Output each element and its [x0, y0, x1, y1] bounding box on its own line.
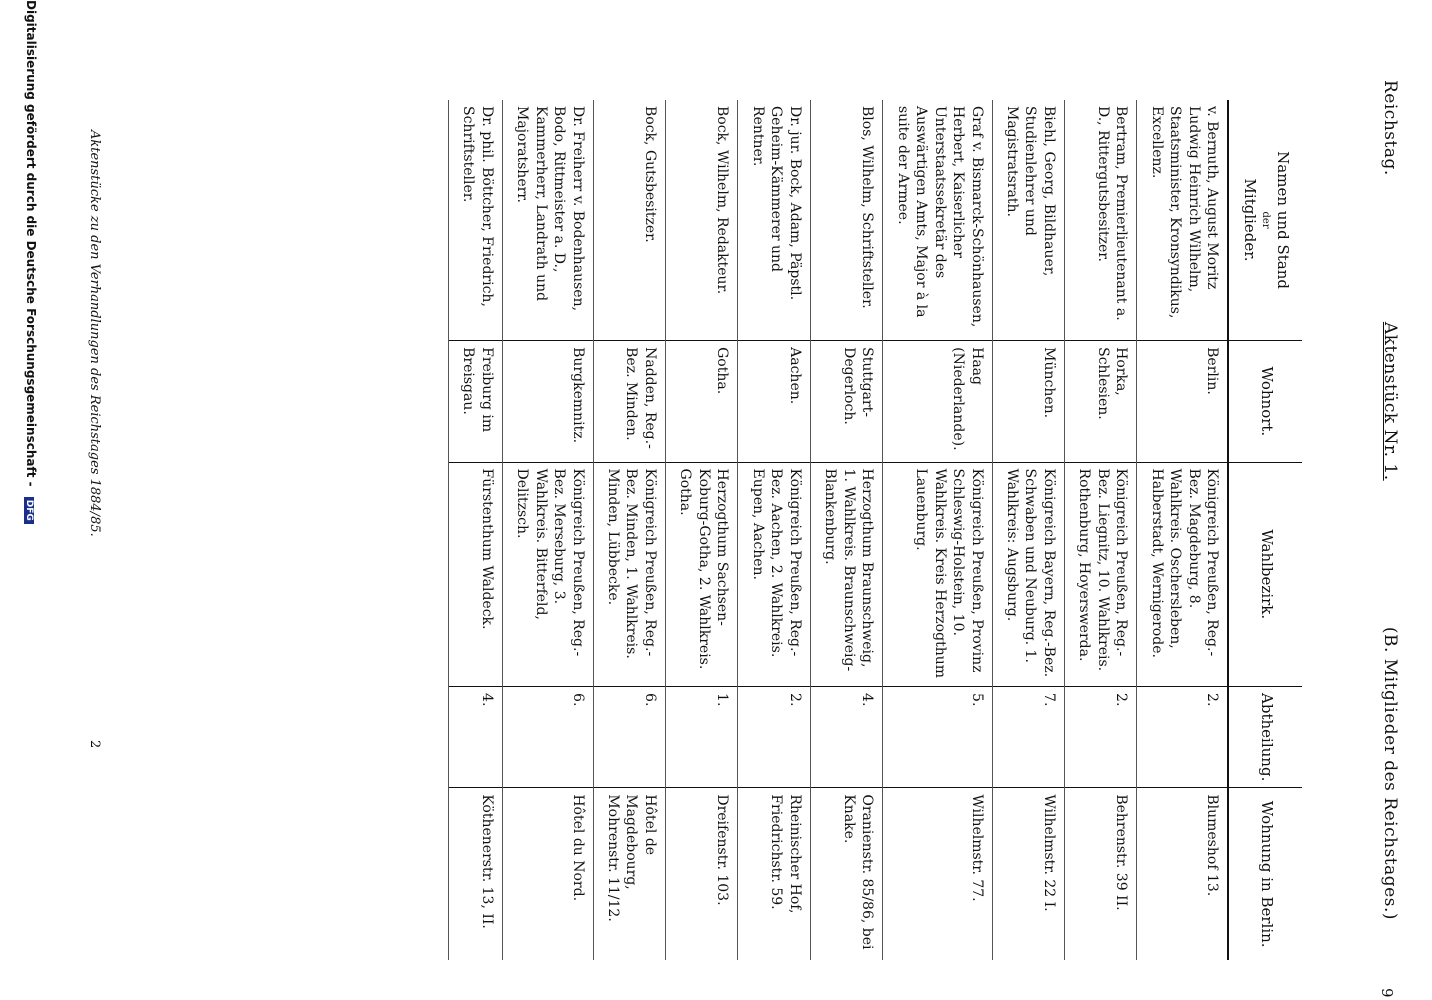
- table-row: [665, 100, 737, 960]
- cell-name: Dr. Freiherr v. Bodenhausen, Bodo, Rittmeister a. D., Kammerherr, Landrath und Majoratsherr.: [502, 100, 593, 341]
- header-center: Aktenstück Nr. 1.: [1380, 321, 1400, 481]
- cell-residence: Stuttgart-Degerloch.: [810, 341, 882, 462]
- members-table: [448, 100, 1302, 960]
- cell-name: Dr. phil. Böttcher, Friedrich, Schriftsteller.: [448, 100, 502, 341]
- table-header-row: [1228, 100, 1302, 960]
- credit-text: Digitalisierung gefördert durch die Deutsche Forschungsgemeinschaft -: [24, 0, 38, 487]
- cell-berlin: Rheinischer Hof, Friedrichstr. 59.: [738, 788, 810, 960]
- cell-name: Bock, Gutsbesitzer.: [593, 100, 665, 341]
- footer-page: 2: [87, 740, 102, 749]
- cell-division: 2.: [1137, 687, 1228, 788]
- cell-district: Königreich Preußen, Reg.-Bez. Aachen, 2. Wahlkreis. Eupen, Aachen.: [738, 462, 810, 687]
- table-row: [883, 100, 992, 960]
- header-right: (B. Mitglieder des Reichstages.): [1380, 626, 1400, 920]
- cell-district: Herzogthum Sachsen-Koburg-Gotha, 2. Wahlkreis. Gotha.: [665, 462, 737, 687]
- cell-residence: Horka, Schlesien.: [1064, 341, 1136, 462]
- cell-name: Blos, Wilhelm, Schriftsteller.: [810, 100, 882, 341]
- col-header-district: Wahlbezirk.: [1228, 462, 1302, 687]
- cell-name: Biehl, Georg, Bildhauer, Studienlehrer und Magistratsrath.: [992, 100, 1064, 341]
- cell-residence: Freiburg im Breisgau.: [448, 341, 502, 462]
- cell-residence: Nadden, Reg.-Bez. Minden.: [593, 341, 665, 462]
- footer-note: Aktenstücke zu den Verhandlungen des Reichstages 1884/85.: [87, 130, 102, 537]
- cell-division: 2.: [738, 687, 810, 788]
- cell-residence: Gotha.: [665, 341, 737, 462]
- cell-district: Königreich Preußen, Reg.-Bez. Liegnitz, 10. Wahlkreis. Rothenburg, Hoyerswerda.: [1064, 462, 1136, 687]
- cell-division: 4.: [810, 687, 882, 788]
- cell-residence: Burgkemnitz.: [502, 341, 593, 462]
- cell-district: Königreich Bayern, Reg.-Bez. Schwaben und Neuburg. 1. Wahlkreis: Augsburg.: [992, 462, 1064, 687]
- cell-berlin: Dreifenstr. 103.: [665, 788, 737, 960]
- table-row: [502, 100, 593, 960]
- cell-district: Herzogthum Braunschweig, 1. Wahlkreis. Braunschweig-Blankenburg.: [810, 462, 882, 687]
- cell-name: Bock, Wilhelm, Redakteur.: [665, 100, 737, 341]
- cell-name: Dr. jur. Bock, Adam, Päpstl. Geheim-Kämmerer und Rentner.: [738, 100, 810, 341]
- cell-residence: Aachen.: [738, 341, 810, 462]
- table-row: [810, 100, 882, 960]
- col-header-name: Namen und Stand der Mitglieder.: [1228, 100, 1302, 341]
- cell-division: 5.: [883, 687, 992, 788]
- cell-residence: München.: [992, 341, 1064, 462]
- table-row: [1137, 100, 1228, 960]
- col-header-berlin: Wohnung in Berlin.: [1228, 788, 1302, 960]
- page-number: 9: [1378, 988, 1396, 998]
- cell-residence: Berlin.: [1137, 341, 1228, 462]
- cell-division: 6.: [502, 687, 593, 788]
- table-row: [448, 100, 502, 960]
- digitization-credit: [24, 0, 38, 1000]
- cell-berlin: Blumeshof 13.: [1137, 788, 1228, 960]
- col-header-residence: Wohnort.: [1228, 341, 1302, 462]
- cell-berlin: Hôtel de Magdebourg, Mohrenstr. 11/12.: [593, 788, 665, 960]
- cell-division: 7.: [992, 687, 1064, 788]
- cell-name: v. Bernuth, August Moritz Ludwig Heinrich Wilhelm, Staatsminister, Kronsyndikus, Excellenz.: [1137, 100, 1228, 341]
- cell-division: 6.: [593, 687, 665, 788]
- cell-berlin: Köthenerstr. 13, II.: [448, 788, 502, 960]
- cell-district: Königreich Preußen, Reg.-Bez. Magdeburg, 8. Wahlkreis. Oschersleben, Halberstadt, Wernigerode.: [1137, 462, 1228, 687]
- document-page: [22, 40, 1402, 998]
- cell-berlin: Wilhelmstr. 22 I.: [992, 788, 1064, 960]
- cell-name: Bertram, Premierlieutenant a. D., Rittergutsbesitzer.: [1064, 100, 1136, 341]
- cell-name: Graf v. Bismarck-Schönhausen, Herbert, Kaiserlicher Unterstaatssekretär des Auswärtigen Amts, Major à la suite der Armee.: [883, 100, 992, 341]
- cell-residence: Haag (Niederlande).: [883, 341, 992, 462]
- table-row: [1064, 100, 1136, 960]
- cell-berlin: Oranienstr. 85/86, bei Knake.: [810, 788, 882, 960]
- dfg-logo: DFG: [24, 497, 34, 524]
- table-row: [992, 100, 1064, 960]
- cell-district: Königreich Preußen, Provinz Schleswig-Holstein, 10. Wahlkreis. Kreis Herzogthum Lauenburg.: [883, 462, 992, 687]
- cell-district: Königreich Preußen, Reg.-Bez. Merseburg, 3. Wahlkreis. Bitterfeld, Delitzsch.: [502, 462, 593, 687]
- cell-division: 1.: [665, 687, 737, 788]
- cell-division: 4.: [448, 687, 502, 788]
- cell-division: 2.: [1064, 687, 1136, 788]
- cell-district: Fürstenthum Waldeck.: [448, 462, 502, 687]
- cell-berlin: Hôtel du Nord.: [502, 788, 593, 960]
- cell-district: Königreich Preußen, Reg.-Bez. Minden, 1. Wahlkreis. Minden, Lübbecke.: [593, 462, 665, 687]
- running-header: [1380, 80, 1400, 920]
- table-row: [738, 100, 810, 960]
- cell-berlin: Wilhelmstr. 77.: [883, 788, 992, 960]
- col-header-division: Abtheilung.: [1228, 687, 1302, 788]
- header-left: Reichstag.: [1380, 80, 1400, 176]
- table-row: [593, 100, 665, 960]
- cell-berlin: Behrenstr. 39 II.: [1064, 788, 1136, 960]
